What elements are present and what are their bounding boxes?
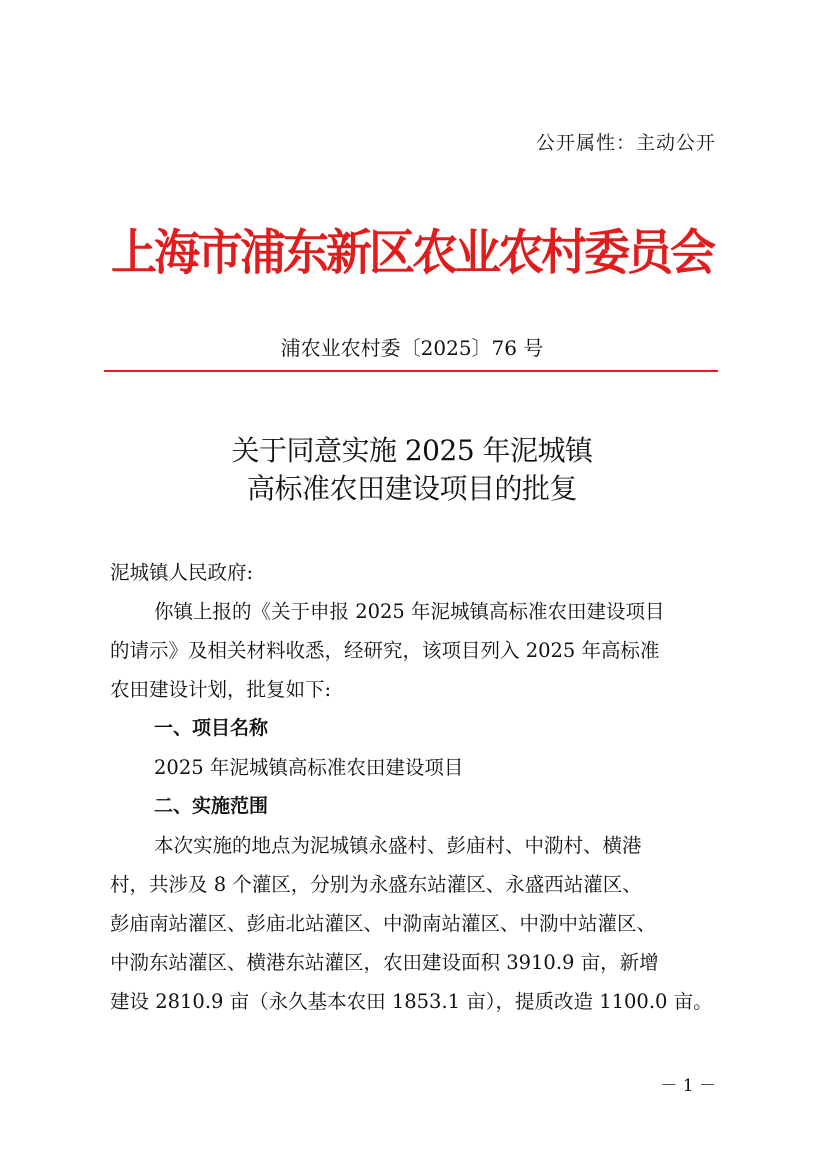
document-title-line-2: 高标准农田建设项目的批复 [246, 472, 577, 505]
section-heading-project-name: 一、项目名称 [154, 717, 269, 739]
document-body [110, 553, 718, 1021]
document-number: 浦农业农村委〔2025〕76 号 [280, 336, 544, 360]
section-heading-scope: 二、实施范围 [154, 795, 269, 817]
paragraph-2-line-3: 彭庙南站灌区、彭庙北站灌区、中泐南站灌区、中泐中站灌区、 [110, 912, 657, 935]
document-title [106, 432, 718, 508]
issuing-organization: 上海市浦东新区农业农村委员会 [111, 223, 713, 281]
red-divider-line [104, 370, 718, 372]
paragraph-1-line-3: 农田建设计划，批复如下: [110, 678, 332, 701]
paragraph-1-line-2: 的请示》及相关材料收悉，经研究，该项目列入 2025 年高标准 [110, 639, 660, 662]
paragraph-2-line-5: 建设 2810.9 亩（永久基本农田 1853.1 亩），提质改造 1100.0 亩。 [110, 990, 713, 1013]
paragraph-2-line-2: 村，共涉及 8 个灌区，分别为永盛东站灌区、永盛西站灌区、 [110, 873, 642, 896]
paragraph-1-line-1: 你镇上报的《关于申报 2025 年泥城镇高标准农田建设项目 [154, 600, 665, 623]
paragraph-2-line-4: 中泐东站灌区、横港东站灌区，农田建设面积 3910.9 亩，新增 [110, 951, 659, 974]
page-number: － 1 － [660, 1076, 716, 1096]
paragraph-2-line-1: 本次实施的地点为泥城镇永盛村、彭庙村、中泐村、横港 [154, 834, 642, 857]
project-name-text: 2025 年泥城镇高标准农田建设项目 [154, 756, 464, 779]
document-title-line-1: 关于同意实施 2025 年泥城镇 [231, 434, 593, 467]
disclosure-attribute: 公开属性：主动公开 [535, 132, 716, 154]
salutation: 泥城镇人民政府: [110, 561, 254, 584]
